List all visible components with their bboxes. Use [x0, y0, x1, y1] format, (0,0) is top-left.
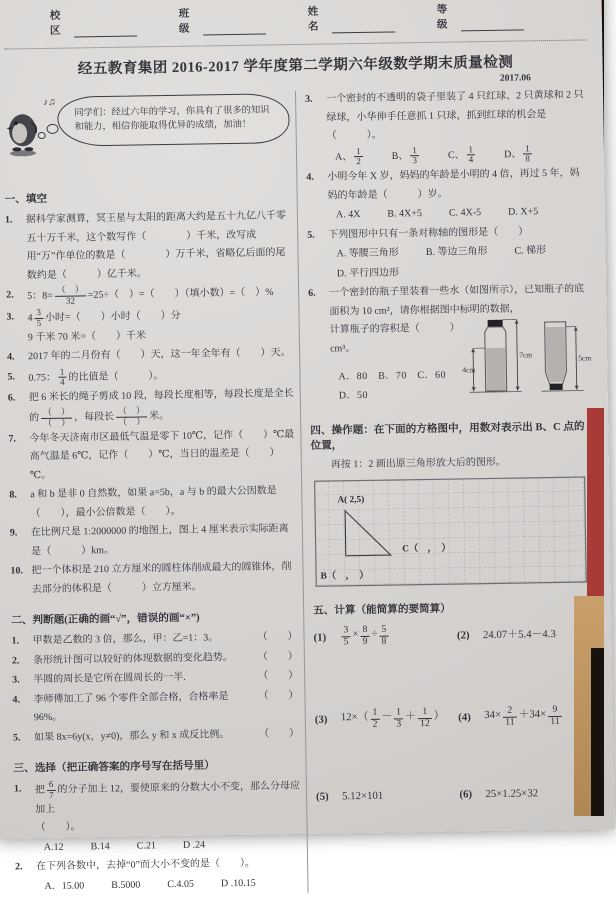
question-line: 9 千米 70 米=（ ）千米: [28, 325, 293, 348]
option: A．15.00: [44, 877, 84, 896]
options-row: [327, 142, 586, 168]
question-text-2: 计算瓶子的容积是（ ）cm³。: [330, 320, 462, 359]
question-line: 小明今年 X 岁，妈妈的年龄是小明的 4 倍，再过 5 年，妈妈的年龄是（ ）岁。: [327, 165, 587, 206]
question-line: 把 6 米长的绳子剪成 10 段，每段长度相等，每段长度是全长的 $\frac{( )}{( )}$ ，每段长 $\frac{( )}{( )}$ 米。: [29, 385, 295, 428]
fraction: $\frac{3}{5}$: [341, 626, 350, 649]
question-line: a 和 b 是非 0 自然数，如果 a=5b，a 与 b 的最大公因数是（ ），最小公倍数是（ ）。: [30, 482, 296, 523]
question-body: 李师傅加工了 96 个零件全部合格，合格率是 96%。: [33, 687, 253, 727]
options-row: [328, 202, 587, 226]
question-line: （ ）。: [35, 815, 300, 838]
option: A.12: [44, 839, 64, 858]
question-number: 1.: [14, 780, 36, 858]
header-field-underline: [203, 22, 266, 35]
question-line: 把 $\frac{6}{7}$ 的分子加上 12，要使原来的分数大小不变，那么分母应加上: [35, 776, 301, 819]
question-number: 2.: [12, 652, 33, 671]
question-body: 甲数是乙数的 3 倍，那么，甲：乙=1：3。: [32, 629, 251, 651]
header-field-label: 校区: [50, 8, 71, 38]
answer-parentheses: （ ）: [258, 687, 299, 725]
content-columns: [3, 86, 602, 898]
question-number: 2.: [15, 859, 37, 897]
choice-question: [15, 854, 302, 896]
choice-question: [306, 165, 587, 226]
svg-text:5cm: 5cm: [578, 354, 591, 363]
question-number: 2.: [6, 286, 27, 307]
header-field: [437, 0, 524, 31]
mascot-row: [3, 93, 290, 183]
question-number: 7.: [8, 430, 30, 486]
option: C. 梯形: [514, 242, 546, 261]
calc-expression: 12×（ $\frac{1}{2}$ － $\frac{1}{3}$ ＋ $\frac{1}{12}$ ）: [341, 707, 445, 731]
judge-question-list: [11, 628, 299, 747]
question-number: 8.: [9, 486, 31, 523]
question-line: 下列图形中只有一条对称轴的图形是（ ）: [328, 222, 587, 245]
section-heading-choice: 三、选择（把正确答案的序号写在括号里）: [13, 756, 299, 775]
option: B. 4X+5: [387, 205, 422, 224]
question-number: 4.: [306, 169, 328, 226]
question-number: 9.: [10, 524, 32, 561]
header-field-underline: [74, 24, 137, 37]
header-field-label: 姓名: [308, 3, 329, 33]
question-line: 2017 年的二月份有（ ）天，这一年全年有（ ）天。: [28, 344, 293, 367]
question-body: [36, 854, 302, 896]
question-line: 今年冬天济南市区最低气温是零下 10℃，记作（ ）℃最高气温是 6℃，记作（ ）℃，当日的温差是（ ）℃。: [29, 426, 295, 486]
exam-date: 2017.06: [3, 72, 589, 91]
option: B. 等边三角形: [426, 243, 488, 262]
speech-bubble: [57, 93, 290, 146]
fill-question: [5, 207, 292, 285]
calc-number: (5): [316, 791, 342, 803]
option: C、 $\frac{1}{4}$: [448, 145, 477, 166]
question-body: [27, 304, 293, 347]
option: A. 等腰三角形: [336, 245, 399, 264]
question-body: 如果 8x=6y(x，y≠0)，那么 y 和 x 成反比例。: [34, 725, 253, 747]
option: C.21: [137, 837, 156, 856]
svg-text:7cm: 7cm: [519, 351, 532, 360]
question-number: 3.: [6, 308, 28, 348]
calc-number: (1): [313, 631, 339, 643]
header-field: [179, 4, 266, 35]
fraction: $\frac{1}{2}$: [354, 146, 363, 167]
choice-question-6: [308, 281, 590, 410]
music-notes-icon: ♪♫: [43, 97, 56, 108]
option: B.14: [90, 838, 109, 857]
options-row: A．80 B．70 C．60 D．50: [330, 367, 462, 406]
options-row: [36, 873, 301, 897]
question-left-part: [330, 320, 462, 410]
judge-question: [12, 687, 299, 728]
calc-number: (3): [315, 713, 341, 725]
option: D、 $\frac{1}{8}$: [504, 144, 534, 165]
fill-question: [10, 558, 297, 599]
question-number: 6.: [308, 285, 331, 410]
calc-expression: 25×1.25×32: [485, 788, 538, 801]
question-line: 在比例尺是 1:2000000 的地图上，图上 4 厘米表示实际距离是（ ）km。: [31, 520, 297, 561]
question-number: 1.: [11, 632, 32, 651]
fraction: $\frac{1}{2}$: [370, 708, 379, 731]
header-field: [50, 7, 137, 38]
calc-expression: 5.12×101: [342, 790, 383, 803]
question-body: [31, 520, 297, 561]
question-line: 4 $\frac{3}{5}$ 小时=（ ）小时（ ）分: [27, 304, 292, 329]
option: C.4.05: [167, 876, 194, 895]
question-figure-row: [330, 318, 590, 410]
operate-heading-line2: 再按 1：2 画出原三角形放大后的图形。: [311, 454, 591, 474]
question-number: 5.: [13, 729, 34, 748]
point-label-b: B（ ， ）: [320, 567, 368, 582]
choice-question-list: [14, 776, 302, 897]
question-body: [26, 207, 292, 285]
option: A、 $\frac{1}{2}$: [335, 146, 365, 167]
question-line: 一个密封的不透明的袋子里装了 4 只红球、2 只黄球和 2 只绿球，小华伸手任意抓 1 只球，抓到红球的机会是（ ）。: [326, 86, 586, 146]
choice-right-list: [305, 86, 588, 284]
question-line: 在下列各数中，去掉“0”而大小不变的是（ ）。: [36, 854, 301, 877]
question-text: [35, 776, 301, 838]
header-field-underline: [461, 18, 524, 31]
calc-expression: 34× $\frac{2}{11}$ ＋34× $\frac{9}{11}$: [484, 705, 564, 729]
fill-question: [8, 426, 295, 486]
calc-list: [313, 622, 596, 803]
fraction: $\frac{1}{3}$: [410, 146, 419, 167]
header-field-label: 等级: [437, 1, 458, 31]
answer-parentheses: （ ）: [257, 628, 297, 647]
right-column: [295, 86, 602, 893]
question-body: [327, 165, 587, 226]
exam-title: 经五教育集团 2016-2017 学年度第二学期六年级数学期末质量检测: [2, 49, 588, 79]
option: B、 $\frac{1}{3}$: [392, 146, 421, 167]
point-label-c: C（ ， ）: [402, 540, 451, 555]
fill-question: [10, 520, 297, 561]
question-number: 3.: [12, 671, 33, 690]
question-body: [329, 281, 590, 410]
question-number: 3.: [305, 91, 327, 169]
question-number: 4.: [12, 691, 34, 728]
question-body: [30, 482, 296, 523]
fraction: $\frac{1}{8}$: [523, 144, 532, 165]
question-number: 6.: [8, 390, 30, 430]
left-column: [3, 91, 308, 898]
fraction: $\frac{9}{11}$: [548, 705, 562, 728]
question-text: [326, 86, 586, 146]
fraction: $\frac{8}{9}$: [360, 625, 369, 648]
question-number: 5.: [7, 368, 28, 389]
section-heading-fill: 一、填空: [5, 187, 291, 206]
header-field-underline: [332, 20, 395, 33]
answer-parentheses: （ ）: [259, 725, 299, 744]
fraction: $\frac{1}{12}$: [418, 707, 432, 730]
fraction: $\frac{5}{8}$: [379, 625, 388, 648]
calc-expression: 24.07＋5.4－4.3: [483, 626, 556, 642]
svg-text:4cm: 4cm: [462, 366, 475, 375]
fraction: $\frac{1}{3}$: [394, 707, 403, 730]
question-line: 把一个体积是 210 立方厘米的圆柱体削成最大的圆锥体，削去部分的体积是（ ）立方厘米。: [31, 558, 297, 599]
fill-question-list: [5, 207, 297, 600]
question-line: 5：8= $\frac{( )}{32}$ =25÷（ ）=（ ）（填小数）=（ ）%: [27, 282, 292, 307]
calc-number: (4): [458, 711, 484, 723]
question-text: 一个密封的瓶子里装着一些水（如图所示），已知瓶子的底面积为 10 cm²，请你根据图中标明的数据，: [329, 281, 589, 322]
question-body: [29, 385, 295, 428]
option: A. 4X: [336, 206, 361, 225]
option: D. 平行四边形: [337, 264, 400, 283]
fraction: $\frac{2}{11}$: [503, 705, 517, 728]
fraction: $\frac{1}{4}$: [58, 367, 67, 388]
question-body: [29, 426, 295, 486]
choice-question: [307, 222, 588, 284]
options-row: [328, 241, 588, 284]
section-heading-judge: 二、判断题(正确的画“√”，错误的画“×”): [11, 608, 297, 627]
question-body: [35, 776, 301, 857]
bottle-figure: [461, 314, 590, 408]
choice-question: [305, 86, 586, 168]
choice-question: [14, 776, 301, 858]
fraction: $\frac{( )}{32}$: [55, 285, 86, 306]
question-body: [28, 364, 293, 389]
option: D .10.15: [221, 875, 256, 894]
header-fields: [2, 0, 588, 39]
calc-expression: $\frac{3}{5}$ × $\frac{8}{9}$ ÷ $\frac{5}{8}$: [339, 625, 390, 648]
fraction: $\frac{3}{5}$: [34, 308, 43, 329]
calc-item: [315, 706, 459, 731]
fill-question: [8, 385, 295, 429]
question-body: 半圆的周长是它所在圆周长的一半.: [33, 668, 252, 690]
fill-question: [6, 304, 293, 348]
question-number: 10.: [10, 562, 32, 599]
calc-item: [316, 789, 460, 803]
section-heading-operate: 四、操作题：在下面的方格图中，用数对表示出 B、C 点的位置，: [310, 419, 590, 453]
question-line: 据科学家测算，冥王星与太阳的距离大约是五十九亿八千零五十万千米，这个数写作（ ）千米，改写成用“万”作单位的数是（ ）万千米，省略亿后面的尾数约是（ ）亿千米。: [26, 207, 292, 285]
fill-question: [9, 482, 296, 523]
question-body: [326, 86, 586, 167]
question-number: 5.: [307, 226, 329, 284]
background-red-strip: [587, 408, 604, 608]
calc-number: (2): [457, 629, 483, 641]
calc-item: [313, 624, 457, 649]
option: D. X+5: [508, 204, 538, 223]
answer-parentheses: （ ）: [258, 667, 298, 686]
header-field-label: 班级: [179, 6, 200, 36]
question-number: 1.: [5, 211, 27, 285]
option: B.5000: [111, 876, 140, 895]
question-number: 4.: [7, 348, 28, 367]
fraction: $\frac{6}{7}$: [47, 780, 56, 801]
calc-number: (6): [459, 788, 485, 800]
option: C. 4X-5: [449, 204, 482, 223]
question-text: [327, 165, 587, 206]
section-heading-calc: 五、计算（能简算的要简算）: [313, 599, 593, 618]
question-body: [328, 222, 588, 284]
fraction: $\frac{( )}{( )}$: [116, 406, 147, 427]
speech-text: 同学们：经过六年的学习，你具有了很多的知识和能力，相信你能取得优异的成绩，加油！: [74, 105, 269, 132]
question-body: 条形统计图可以较好的体现数据的变化趋势。: [33, 648, 252, 670]
question-body: [27, 282, 292, 307]
fraction: $\frac{( )}{( )}$: [41, 407, 72, 428]
question-line: 0.75： $\frac{1}{4}$ 的比值是（ ）。: [28, 364, 293, 389]
dotted-rule: [4, 39, 586, 49]
fraction: $\frac{1}{4}$: [466, 145, 475, 166]
header-field: [308, 2, 395, 33]
answer-parentheses: （ ）: [258, 648, 298, 667]
judge-question: [13, 725, 299, 748]
grid-figure: [313, 476, 593, 590]
question-body: [31, 558, 297, 599]
background-dark-corner: [591, 648, 604, 816]
option: D .24: [183, 836, 206, 855]
point-label-a: A( 2,5): [337, 495, 364, 505]
